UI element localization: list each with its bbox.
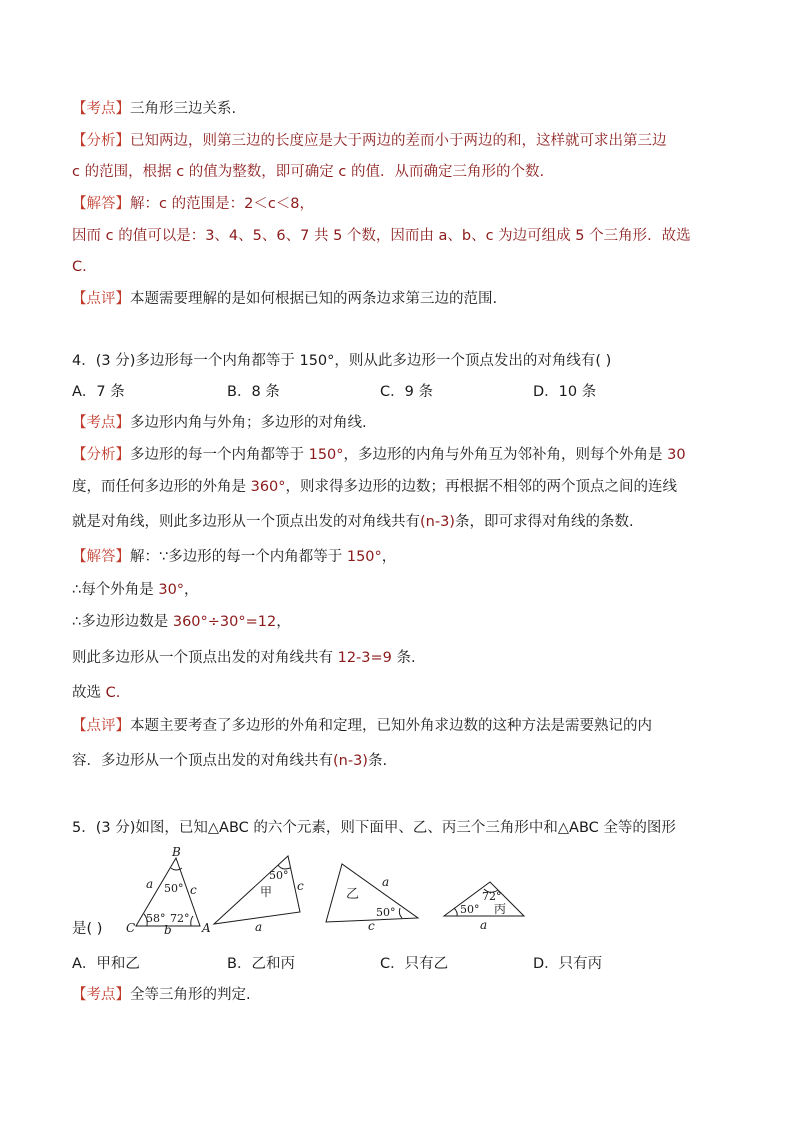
q4-jieda-line5: 故选 C. (72, 685, 121, 701)
jia-side-a: a (255, 920, 263, 934)
q5-option-d[interactable]: D．只有丙 (533, 956, 603, 972)
q4-jieda-line1: 【解答】解：∵多边形的每一个内角都等于 150°， (72, 549, 397, 565)
bing-angle-72: 72° (482, 890, 502, 903)
yi-side-c: c (368, 919, 375, 933)
q5-stem-end: 是( ) (72, 921, 103, 937)
q5-option-c[interactable]: C．只有乙 (380, 956, 449, 972)
q4-fenxi-line1: 【分析】多边形的每一个内角都等于 150°，多边形的内角与外角互为邻补角，则每个外角是 30 (72, 447, 686, 463)
q5-option-b[interactable]: B．乙和丙 (227, 956, 295, 972)
triangle-yi (326, 864, 418, 922)
abc-side-b: b (164, 923, 172, 936)
jieda-tag: 【解答】 (72, 549, 130, 565)
yi-angle: 50° (376, 906, 396, 919)
dianping-tag: 【点评】 (72, 718, 130, 734)
s1-fenxi-line1: 【分析】已知两边，则第三边的长度应是大于两边的差而小于两边的和，这样就可求出第三边 (72, 133, 667, 149)
kaodian-tag: 【考点】 (72, 101, 130, 117)
kaodian-tag: 【考点】 (72, 987, 130, 1003)
q5-stem: 5．(3 分)如图，已知△ABC 的六个元素，则下面甲、乙、丙三个三角形中和△ABC 全等的图形 (72, 820, 676, 836)
triangle-figure (120, 846, 560, 936)
q4-jieda-line4: 则此多边形从一个顶点出发的对角线共有 12-3=9 条. (72, 650, 416, 666)
q4-dianping-line1: 【点评】本题主要考查了多边形的外角和定理，已知外角求边数的这种方法是需要熟记的内 (72, 718, 652, 734)
q4-option-d[interactable]: D．10 条 (533, 384, 597, 400)
q4-stem: 4．(3 分)多边形每一个内角都等于 150°，则从此多边形一个顶点发出的对角线有( ) (72, 353, 612, 369)
s1-kaodian: 【考点】三角形三边关系. (72, 101, 237, 117)
jia-angle: 50° (269, 869, 289, 882)
q4-dianping-line2: 容．多边形从一个顶点出发的对角线共有(n-3)条. (72, 753, 388, 769)
q4-fenxi-line3: 就是对角线，则此多边形从一个顶点出发的对角线共有(n-3)条，即可求得对角线的条数. (72, 514, 634, 530)
abc-vertex-c: C (126, 921, 136, 935)
q5-option-a[interactable]: A．甲和乙 (72, 956, 140, 972)
kaodian-tag: 【考点】 (72, 415, 130, 431)
jia-side-c: c (297, 879, 304, 893)
yi-side-a: a (382, 875, 390, 889)
s1-dianping: 【点评】本题需要理解的是如何根据已知的两条边求第三边的范围. (72, 291, 498, 307)
q5-kaodian: 【考点】全等三角形的判定. (72, 987, 251, 1003)
s1-fenxi-line2: c 的范围，根据 c 的值为整数，即可确定 c 的值．从而确定三角形的个数. (72, 164, 545, 180)
bing-angle-50: 50° (460, 903, 480, 916)
bing-label: 丙 (494, 902, 507, 916)
abc-vertex-b: B (172, 846, 181, 859)
jieda-tag: 【解答】 (72, 196, 130, 212)
q4-option-c[interactable]: C．9 条 (380, 384, 433, 400)
abc-side-c: c (190, 883, 197, 897)
abc-angle-b: 50° (164, 882, 184, 895)
triangle-jia (214, 856, 300, 924)
s1-jieda-line3: C. (72, 259, 87, 275)
abc-angle-c: 58° (146, 912, 166, 925)
s1-jieda-line1: 【解答】解：c 的范围是：2＜c＜8， (72, 196, 315, 212)
q4-kaodian: 【考点】多边形内角与外角；多边形的对角线. (72, 415, 367, 431)
abc-side-a: a (146, 877, 154, 891)
fenxi-tag: 【分析】 (72, 447, 130, 463)
dianping-tag: 【点评】 (72, 291, 130, 307)
abc-angle-a: 72° (170, 912, 190, 925)
fenxi-tag: 【分析】 (72, 133, 130, 149)
s1-jieda-line2: 因而 c 的值可以是：3、4、5、6、7 共 5 个数，因而由 a、b、c 为边可组成 5 个三角形．故选 (72, 228, 691, 244)
bing-side-a: a (480, 918, 488, 932)
q4-option-b[interactable]: B．8 条 (227, 384, 280, 400)
jia-label: 甲 (260, 885, 273, 899)
q4-option-a[interactable]: A．7 条 (72, 384, 125, 400)
abc-vertex-a: A (202, 921, 211, 935)
q4-jieda-line3: ∴多边形边数是 360°÷30°=12， (72, 614, 291, 630)
q4-fenxi-line2: 度，而任何多边形的外角是 360°，则求得多边形的边数；再根据不相邻的两个顶点之间的连线 (72, 479, 678, 495)
yi-label: 乙 (346, 887, 360, 902)
q4-jieda-line2: ∴每个外角是 30°， (72, 582, 199, 598)
